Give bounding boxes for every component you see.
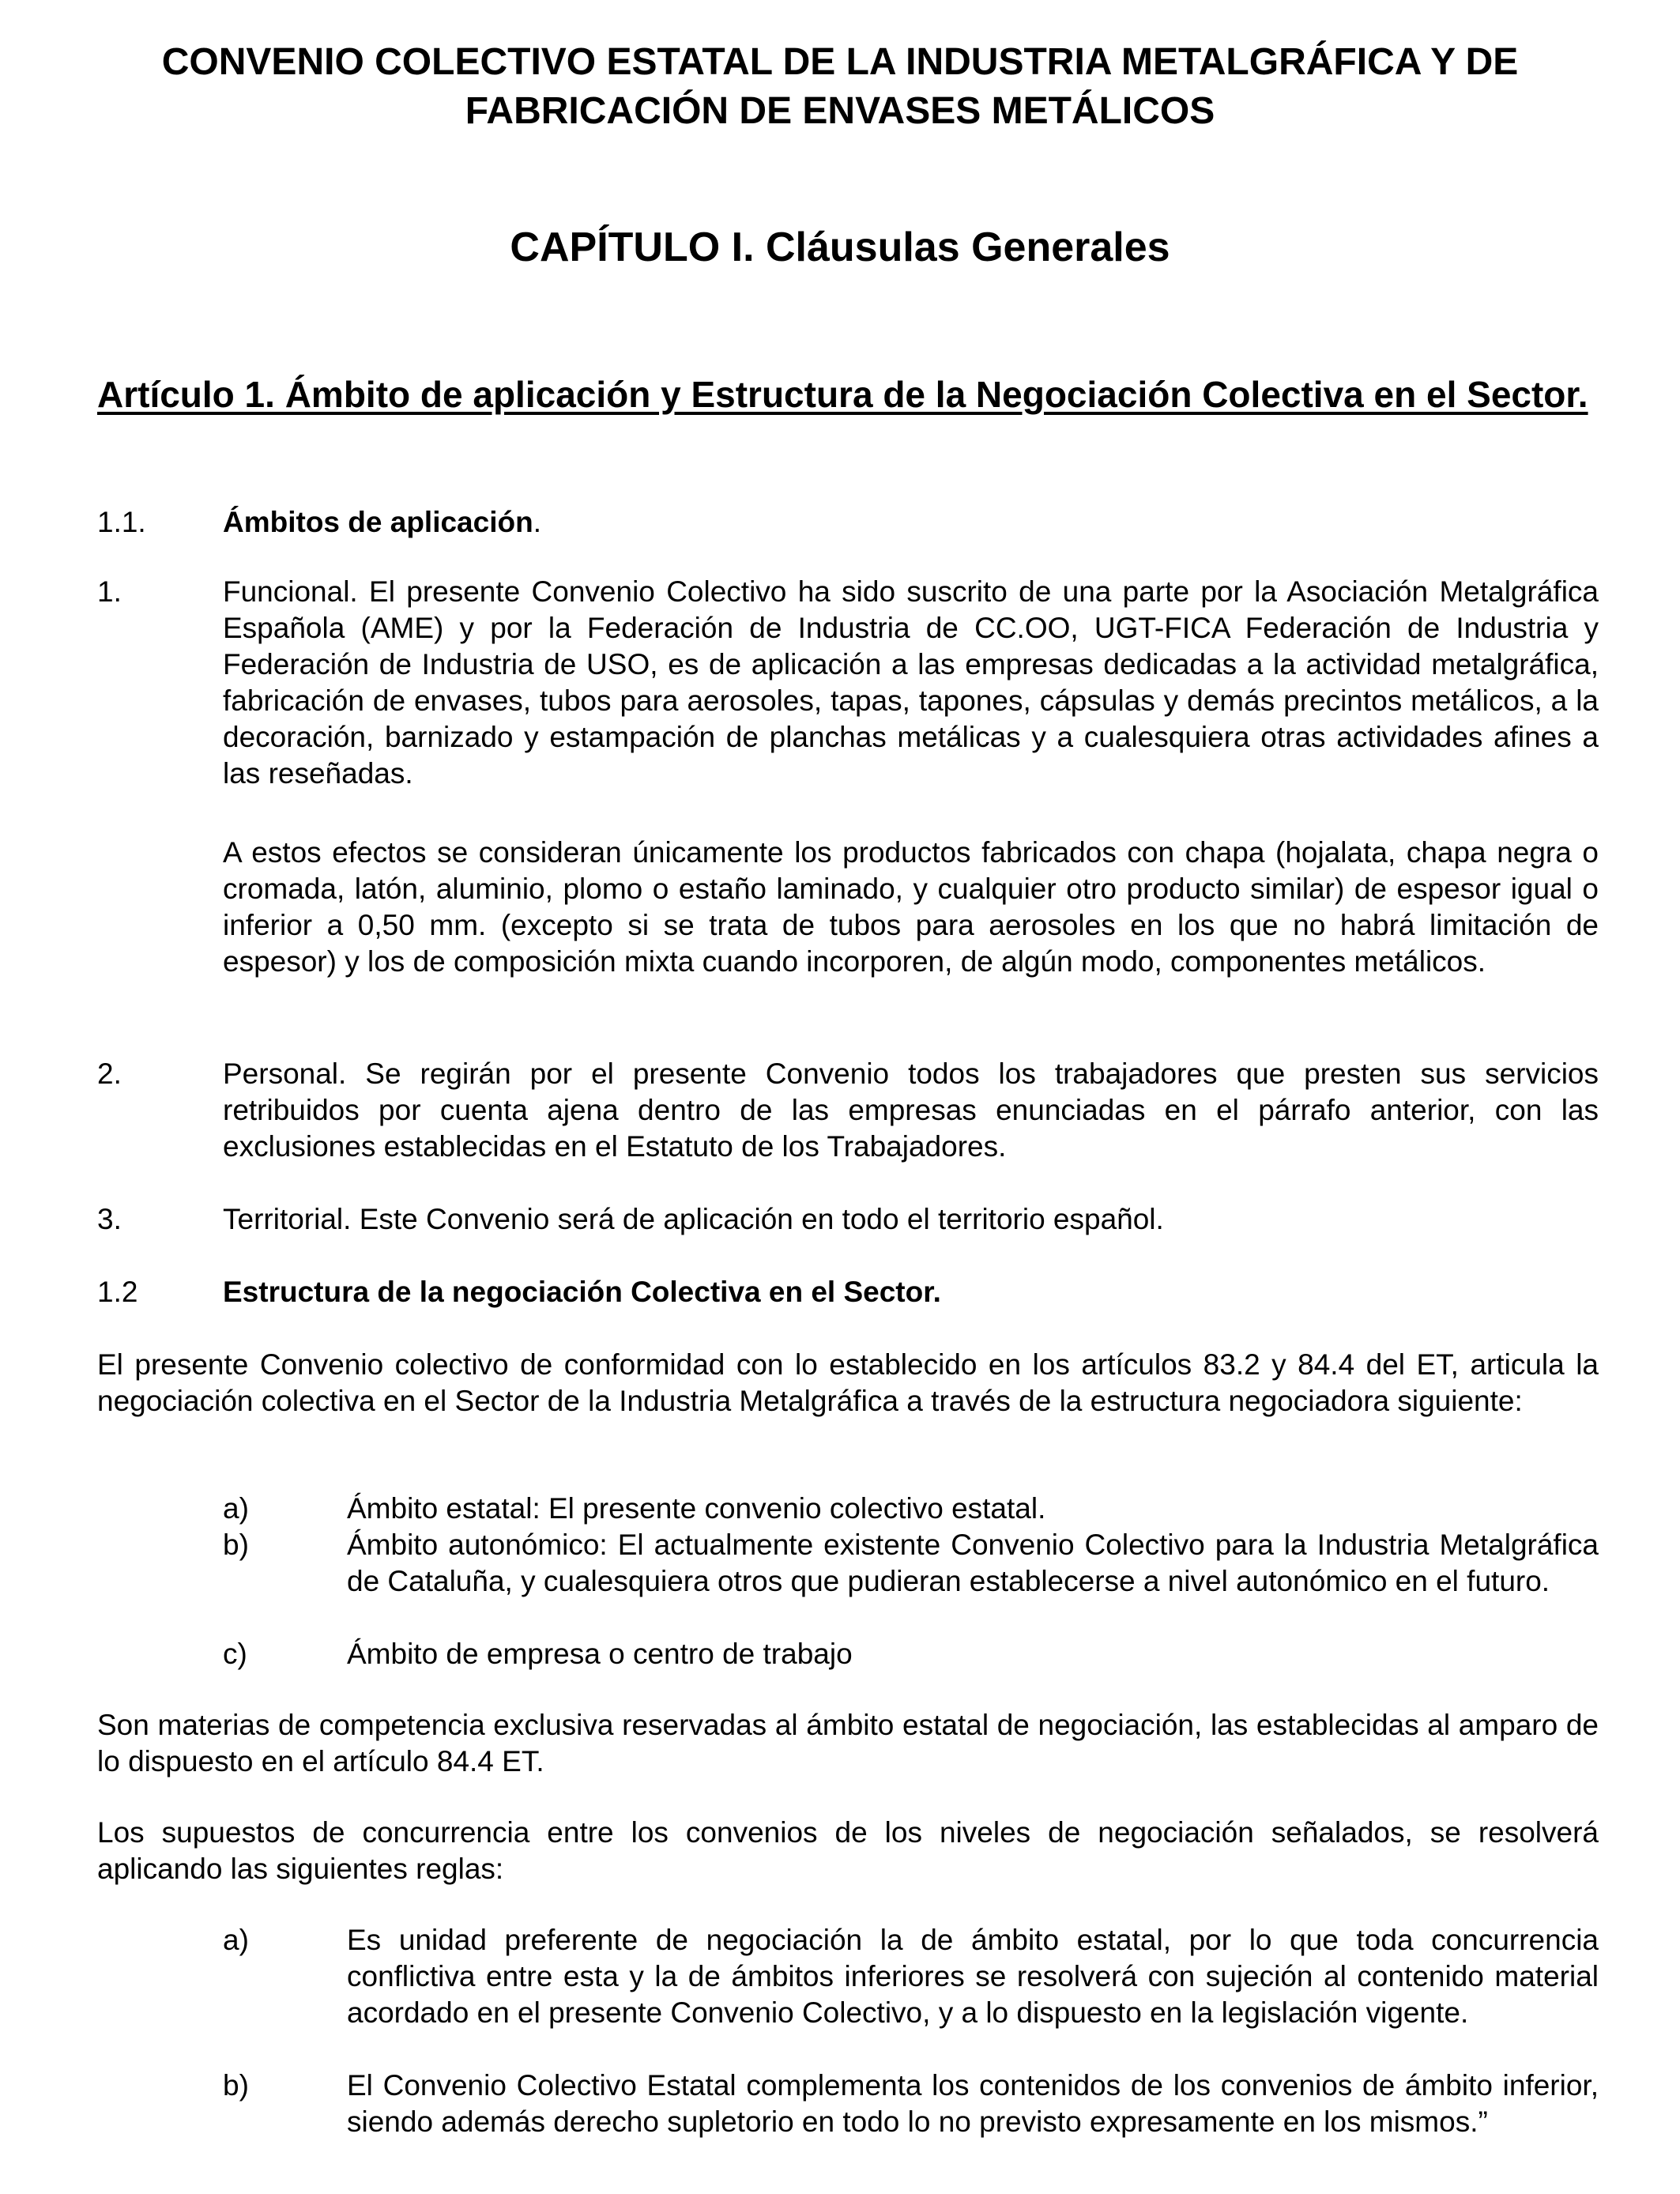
level-letter: a) — [223, 1492, 249, 1525]
section-number: 1.1. — [97, 506, 146, 538]
level-text: Ámbito estatal: El presente convenio colectivo estatal. — [347, 1492, 1046, 1525]
item-number: 1. — [97, 575, 122, 608]
item-paragraph: Personal. Se regirán por el presente Convenio todos los trabajadores que presten sus servicios retribuidos por cuenta ajena dentro de las empresas enunciadas en el párrafo anterior, con las exclusiones establecidas en el Estatuto de los Trabajadores. — [223, 1057, 1599, 1163]
structure-intro-paragraph: El presente Convenio colectivo de conformidad con lo establecido en los artículos 83.2 y 84.4 del ET, articula la negociación colectiva en el Sector de la Industria Metalgráfica a través de la estructura negociadora siguiente: — [97, 1348, 1599, 1417]
item-paragraph: A estos efectos se consideran únicamente los productos fabricados con chapa (hojalata, chapa negra o cromada, latón, aluminio, plomo o estaño laminado, y cualquier otro producto similar) de espesor igual o inferior a 0,50 mm. (excepto si se trata de tubos para aerosoles en los que no habrá limitación de espesor) y los de composición mixta cuando incorporen, de algún modo, componentes metálicos. — [223, 836, 1599, 978]
document-title: CONVENIO COLECTIVO ESTATAL DE LA INDUSTRIA METALGRÁFICA Y DE FABRICACIÓN DE ENVASES METÁLICOS — [161, 41, 1519, 132]
concurrence-intro-paragraph: Los supuestos de concurrencia entre los convenios de los niveles de negociación señalados, se resolverá aplicando las siguientes reglas: — [97, 1816, 1599, 1885]
item-paragraph: Territorial. Este Convenio será de aplicación en todo el territorio español. — [223, 1203, 1164, 1235]
item-number: 3. — [97, 1203, 122, 1235]
level-text: Ámbito de empresa o centro de trabajo — [347, 1638, 853, 1670]
section-number: 1.2 — [97, 1276, 138, 1308]
level-letter: b) — [223, 1529, 249, 1561]
item-number: 2. — [97, 1057, 122, 1090]
section-heading-text: Ámbitos de aplicación — [223, 506, 533, 538]
chapter-title: CAPÍTULO I. Cláusulas Generales — [510, 224, 1170, 270]
section-heading-text: Estructura de la negociación Colectiva en el Sector. — [223, 1276, 941, 1308]
rule-letter: b) — [223, 2069, 249, 2102]
rule-text: El Convenio Colectivo Estatal complementa los contenidos de los convenios de ámbito inferior, siendo además derecho supletorio en todo lo no previsto expresamente en los mismos.” — [347, 2069, 1599, 2138]
level-text: Ámbito autonómico: El actualmente existente Convenio Colectivo para la Industria Metalgráfica de Cataluña, y cualesquiera otros que pudieran establecerse a nivel autonómico en el futuro. — [347, 1529, 1599, 1597]
item-paragraph: Funcional. El presente Convenio Colectivo ha sido suscrito de una parte por la Asociación Metalgráfica Española (AME) y por la Federación de Industria de CC.OO, UGT-FICA Federación de Industria y Federación de Industria de USO, es de aplicación a las empresas dedicadas a la actividad metalgráfica, fabricación de envases, tubos para aerosoles, tapas, tapones, cápsulas y demás precintos metálicos, a la decoración, barnizado y estampación de planchas metálicas y a cualesquiera otras actividades afines a las reseñadas. — [223, 575, 1599, 790]
article-title: Artículo 1. Ámbito de aplicación y Estructura de la Negociación Colectiva en el Sector. — [97, 374, 1588, 415]
level-letter: c) — [223, 1638, 247, 1670]
rule-text: Es unidad preferente de negociación la de ámbito estatal, por lo que toda concurrencia conflictiva entre esta y la de ámbitos inferiores se resolverá con sujeción al contenido material acordado en el presente Convenio Colectivo, y a lo dispuesto en la legislación vigente. — [347, 1924, 1599, 2029]
rule-letter: a) — [223, 1924, 249, 1956]
section-heading-suffix: . — [533, 506, 541, 538]
exclusive-matters-paragraph: Son materias de competencia exclusiva reservadas al ámbito estatal de negociación, las establecidas al amparo de lo dispuesto en el artículo 84.4 ET. — [97, 1709, 1599, 1777]
